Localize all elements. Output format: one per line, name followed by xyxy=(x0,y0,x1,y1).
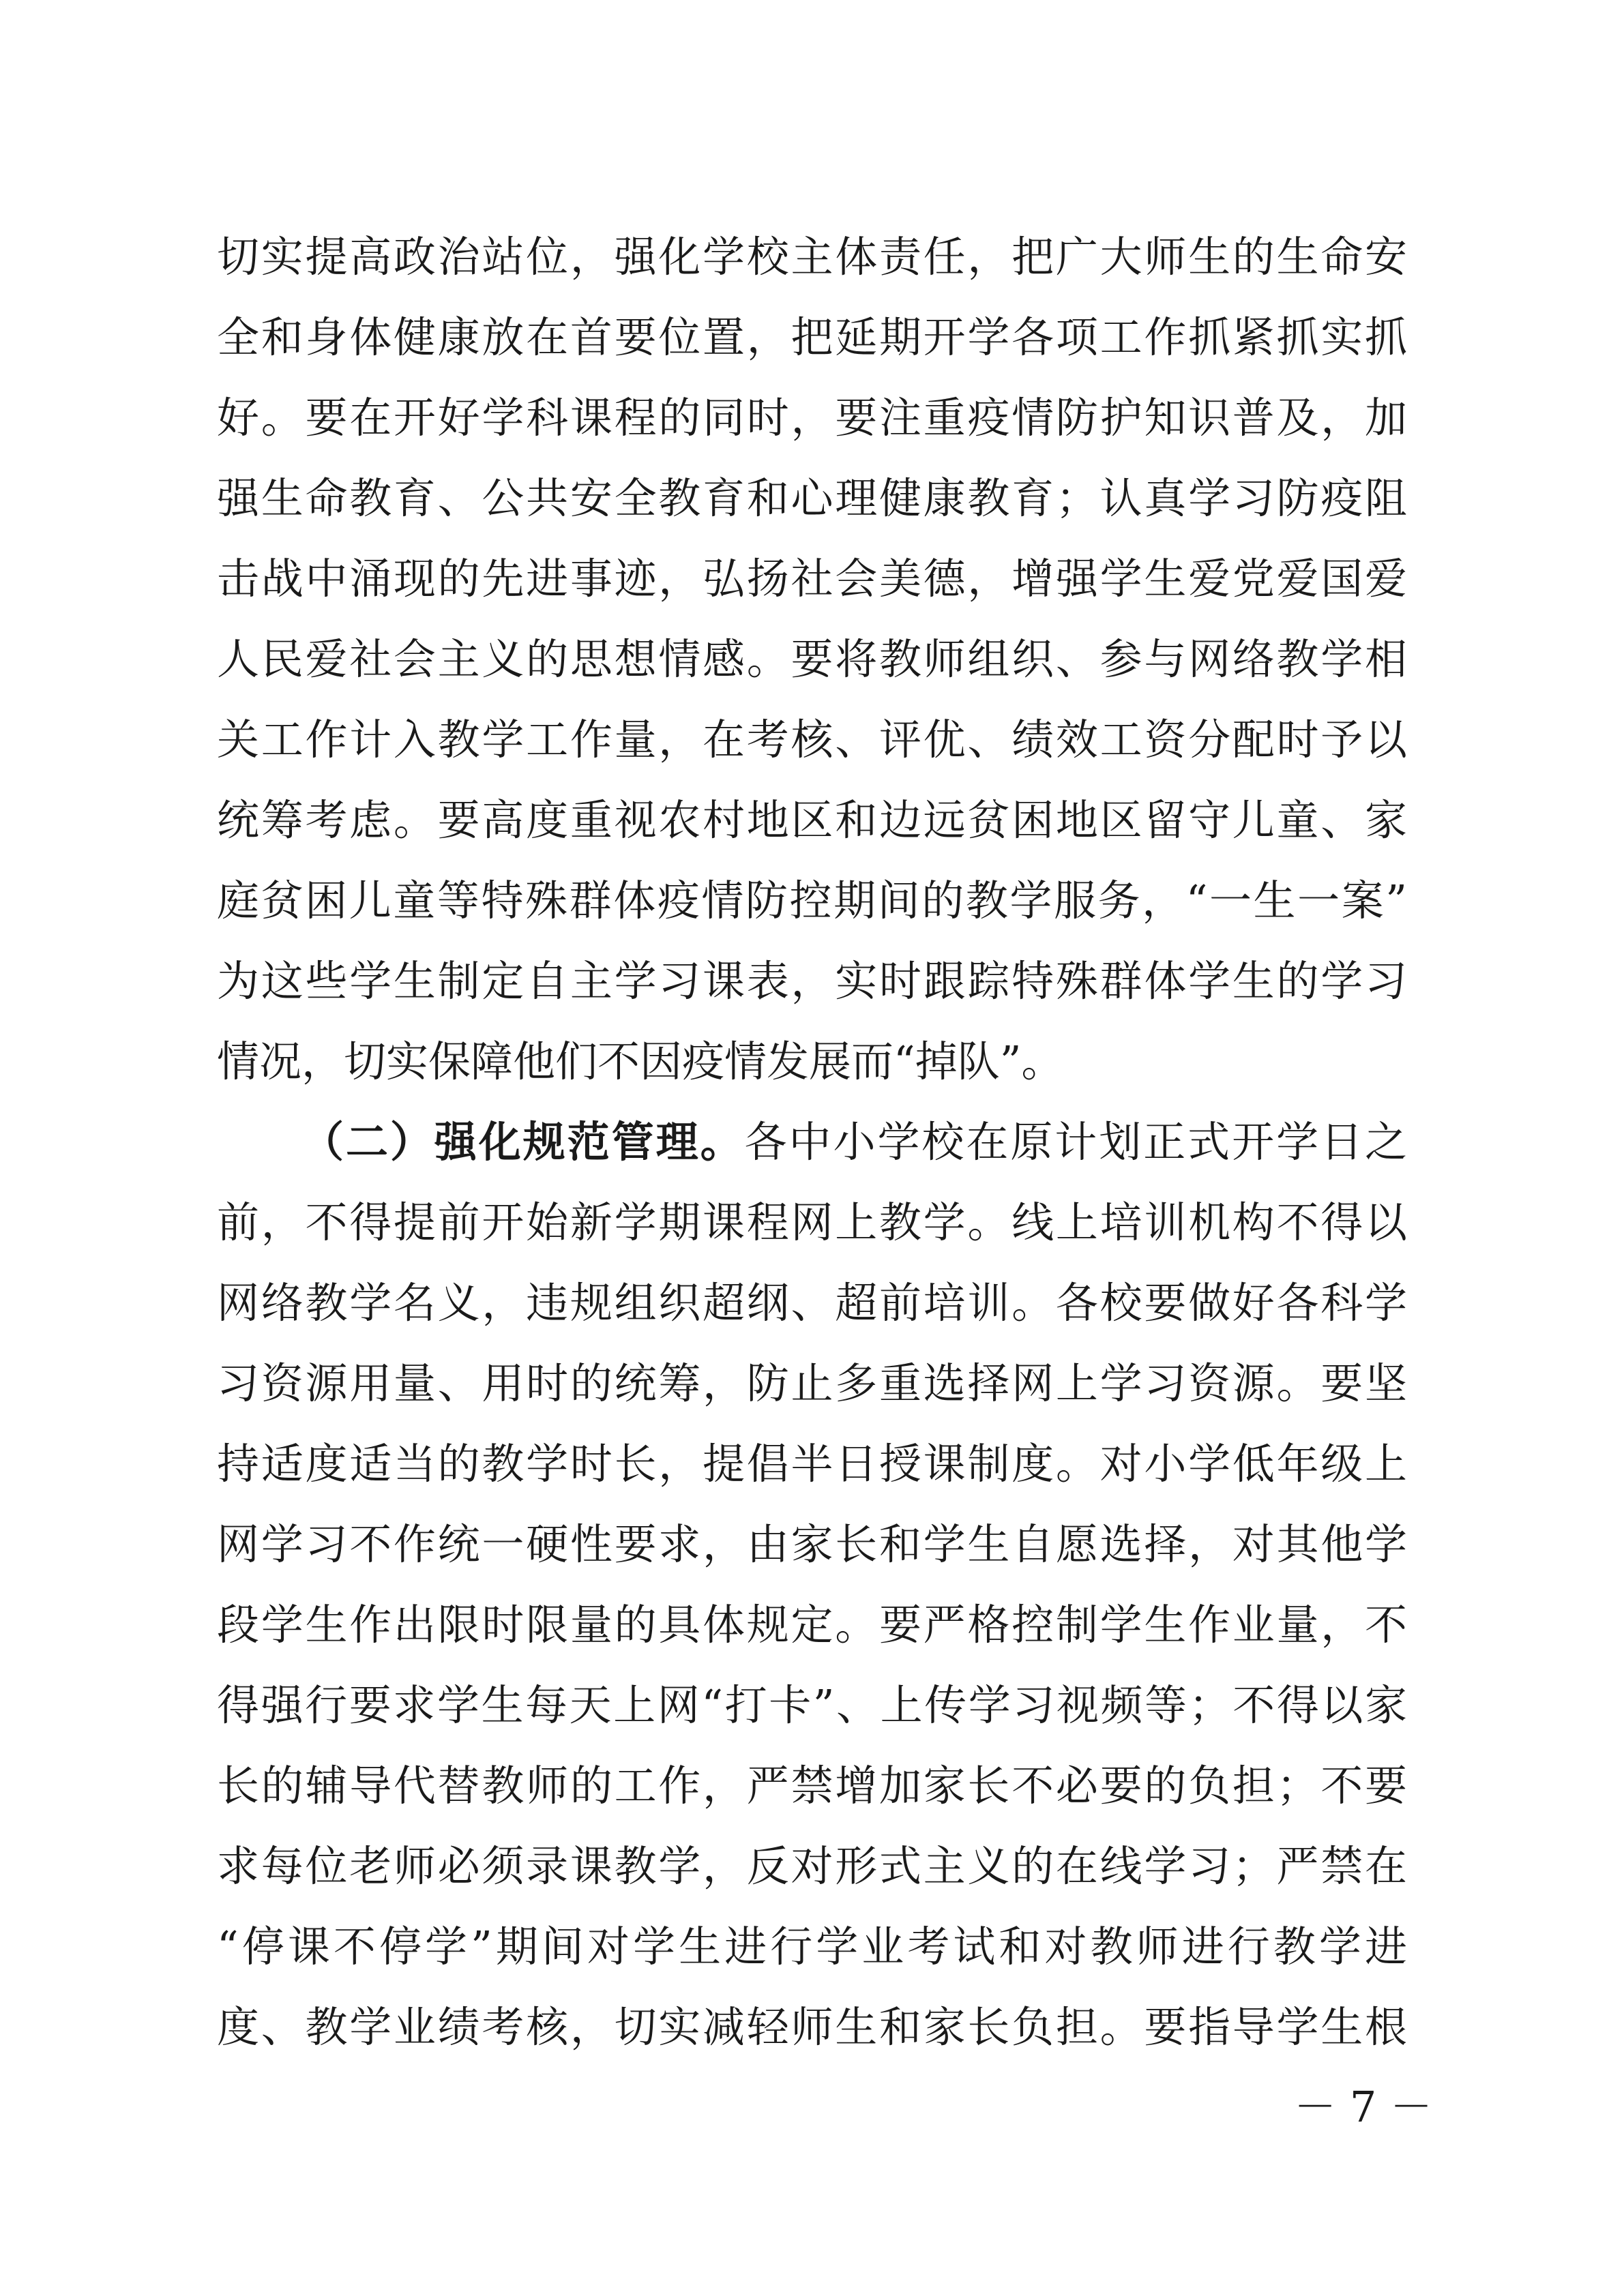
text-line: 强生命教育、公共安全教育和心理健康教育；认真学习防疫阻 xyxy=(217,473,1407,523)
text-line: 全和身体健康放在首要位置，把延期开学各项工作抓紧抓实抓 xyxy=(217,312,1407,362)
text-line: 击战中涌现的先进事迹，弘扬社会美德，增强学生爱党爱国爱 xyxy=(217,554,1407,603)
text-line: 人民爱社会主义的思想情感。要将教师组织、参与网络教学相 xyxy=(217,634,1407,684)
text-line: 度、教学业绩考核，切实减轻师生和家长负担。要指导学生根 xyxy=(217,2002,1407,2052)
text-line: 好。要在开好学科课程的同时，要注重疫情防护知识普及，加 xyxy=(217,393,1407,443)
text-line: “停课不停学”期间对学生进行学业考试和对教师进行教学进 xyxy=(217,1922,1407,1971)
text-line: 网学习不作统一硬性要求，由家长和学生自愿选择，对其他学 xyxy=(217,1519,1407,1569)
page-number: － 7 － xyxy=(1294,2082,1432,2132)
section-heading-rest: 各中小学校在原计划正式开学日之 xyxy=(744,1117,1407,1167)
text-line: 求每位老师必须录课教学，反对形式主义的在线学习；严禁在 xyxy=(217,1841,1407,1891)
text-line: 得强行要求学生每天上网“打卡”、上传学习视频等；不得以家 xyxy=(217,1680,1407,1730)
text-line: 前，不得提前开始新学期课程网上教学。线上培训机构不得以 xyxy=(217,1197,1407,1247)
section-heading-line xyxy=(217,1102,1407,1182)
text-line: 为这些学生制定自主学习课表，实时跟踪特殊群体学生的学习 xyxy=(217,956,1407,1006)
body-text xyxy=(217,217,1407,2068)
text-line: 段学生作出限时限量的具体规定。要严格控制学生作业量，不 xyxy=(217,1600,1407,1650)
text-line: 关工作计入教学工作量，在考核、评优、绩效工资分配时予以 xyxy=(217,715,1407,764)
section-heading: （二）强化规范管理。 xyxy=(301,1117,745,1167)
text-line: 切实提高政治站位，强化学校主体责任，把广大师生的生命安 xyxy=(217,232,1407,282)
text-line: 网络教学名义，违规组织超纲、超前培训。各校要做好各科学 xyxy=(217,1278,1407,1328)
text-line: 习资源用量、用时的统筹，防止多重选择网上学习资源。要坚 xyxy=(217,1358,1407,1408)
text-line: 持适度适当的教学时长，提倡半日授课制度。对小学低年级上 xyxy=(217,1439,1407,1489)
text-line: 长的辅导代替教师的工作，严禁增加家长不必要的负担；不要 xyxy=(217,1761,1407,1810)
text-line: 庭贫困儿童等特殊群体疫情防控期间的教学服务，“一生一案” xyxy=(217,876,1407,925)
text-line: 情况，切实保障他们不因疫情发展而“掉队”。 xyxy=(217,1037,1064,1086)
text-line: 统筹考虑。要高度重视农村地区和边远贫困地区留守儿童、家 xyxy=(217,795,1407,845)
